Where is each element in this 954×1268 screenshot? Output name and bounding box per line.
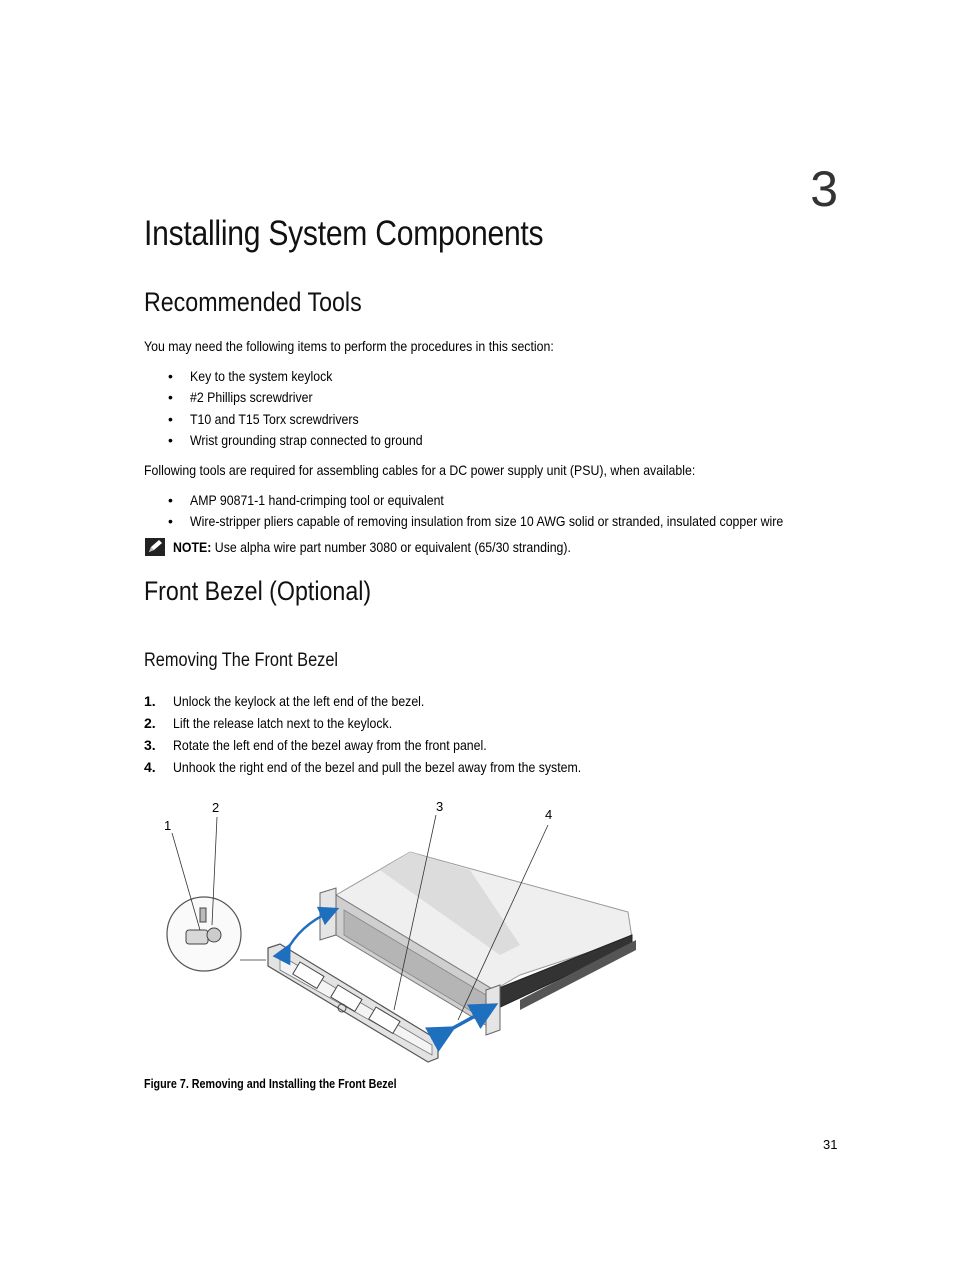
list-item: • Key to the system keylock [168, 368, 333, 384]
key-icon [186, 930, 208, 944]
note-box [144, 537, 626, 560]
step-number: 1. [144, 693, 156, 709]
list-item-text: T10 and T15 Torx screwdrivers [190, 411, 359, 427]
paragraph-intro: You may need the following items to perform the procedures in this section: [144, 338, 554, 354]
list-item-text: Key to the system keylock [190, 368, 333, 384]
callout-2: 2 [212, 800, 220, 815]
list-item: • #2 Phillips screwdriver [168, 389, 313, 405]
list-item: • Wire-stripper pliers capable of removing insulation from size 10 AWG solid or stranded, insulated copper wire [168, 513, 784, 529]
chassis-ear-right [486, 985, 500, 1035]
section-heading-front-bezel: Front Bezel (Optional) [144, 576, 372, 606]
page-number: 31 [823, 1137, 838, 1152]
step-number: 3. [144, 737, 156, 753]
step-text: Lift the release latch next to the keylock. [173, 715, 393, 731]
step-item [144, 715, 422, 731]
step-item [144, 759, 637, 775]
step-text: Unlock the keylock at the left end of the bezel. [173, 693, 425, 709]
list-item-text: AMP 90871-1 hand-crimping tool or equivalent [190, 492, 444, 508]
list-item-text: #2 Phillips screwdriver [190, 389, 313, 405]
list-item: • Wrist grounding strap connected to ground [168, 432, 423, 448]
figure-caption: Figure 7. Removing and Installing the Front Bezel [144, 1077, 397, 1091]
step-number: 4. [144, 759, 156, 775]
section-heading-recommended-tools: Recommended Tools [144, 287, 362, 317]
step-text: Rotate the left end of the bezel away from the front panel. [173, 737, 487, 753]
list-item-text: Wire-stripper pliers capable of removing insulation from size 10 AWG solid or stranded, insulated copper wire [190, 513, 784, 529]
chapter-number: 3 [810, 161, 838, 217]
step-text: Unhook the right end of the bezel and pull the bezel away from the system. [173, 759, 582, 775]
callout-4: 4 [545, 807, 553, 822]
list-item: • T10 and T15 Torx screwdrivers [168, 411, 359, 427]
note-text: Use alpha wire part number 3080 or equivalent (65/30 stranding). [214, 539, 571, 556]
bezel-illustration [150, 790, 640, 1065]
list-item-text: Wrist grounding strap connected to ground [190, 432, 423, 448]
step-item [144, 693, 459, 709]
paragraph-dc-intro: Following tools are required for assembling cables for a DC power supply unit (PSU), when available: [144, 462, 696, 478]
callout-1: 1 [164, 818, 172, 833]
subsection-heading-removing-bezel: Removing The Front Bezel [144, 650, 339, 671]
step-item [144, 737, 529, 753]
list-item: • AMP 90871-1 hand-crimping tool or equivalent [168, 492, 444, 508]
chapter-title: Installing System Components [144, 214, 544, 253]
step-number: 2. [144, 715, 156, 731]
note-pencil-icon [144, 537, 166, 560]
callout-3: 3 [436, 799, 444, 814]
release-latch [200, 908, 206, 922]
keylock-icon [207, 928, 221, 942]
note-label: NOTE: [173, 539, 212, 556]
